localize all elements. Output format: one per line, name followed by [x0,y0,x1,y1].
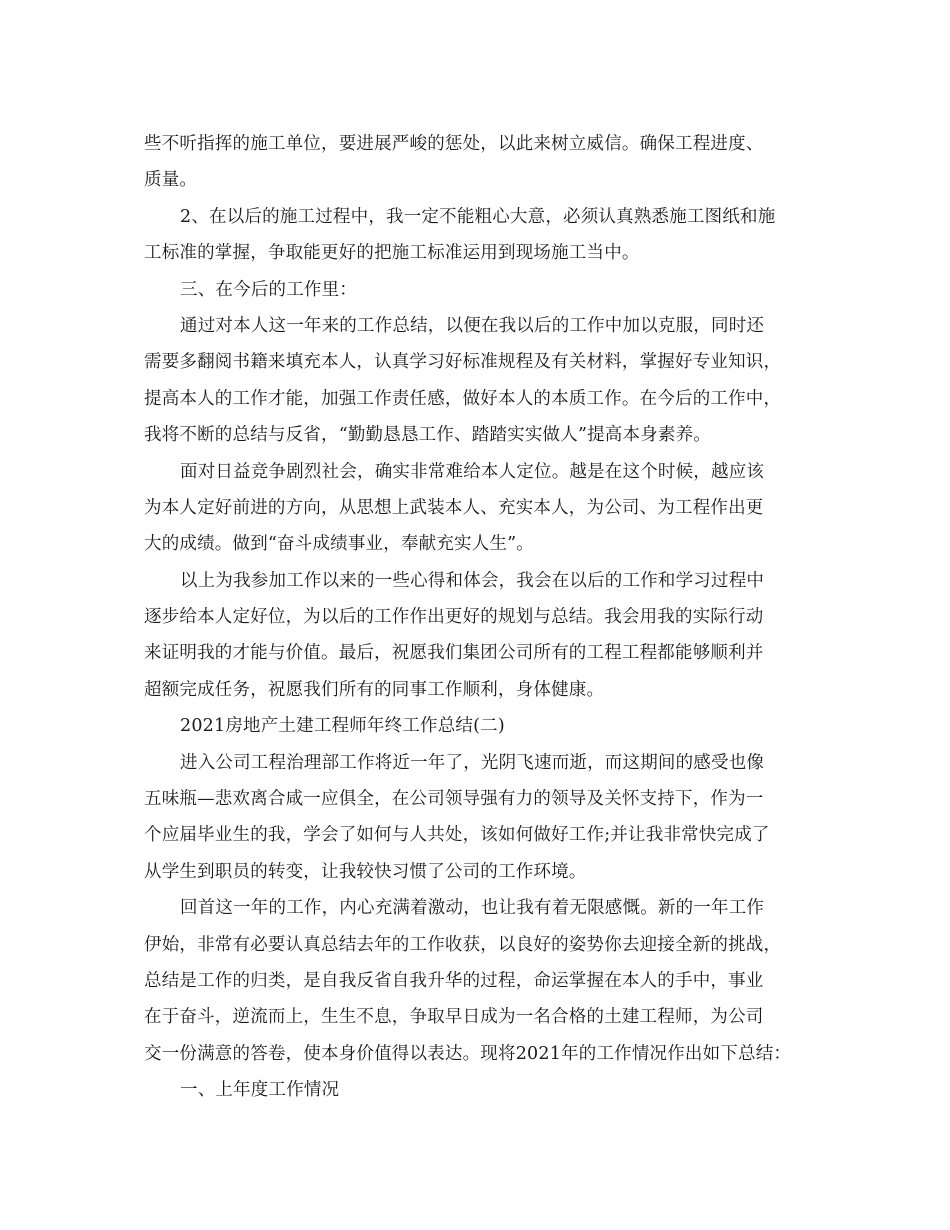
text-line: 大的成绩。做到“奋斗成绩事业，奉献充实人生”。 [144,534,534,555]
text-line: 需要多翻阅书籍来填充本人，认真学习好标准规程及有关材料，掌握好专业知识， [144,352,782,373]
text-line: 以上为我参加工作以来的一些心得和体会，我会在以后的工作和学习过程中 [180,570,765,591]
text-line: 交一份满意的答卷，使本身价值得以表达。现将2021年的工作情况作出如下总结： [144,1043,792,1064]
text-line: 三、在今后的工作里： [180,279,357,300]
text-line: 工标准的掌握，争取能更好的把施工标准运用到现场施工当中。 [144,243,640,264]
text-line: 面对日益竞争剧烈社会，确实非常难给本人定位。越是在这个时候，越应该 [180,461,765,482]
document-body [144,126,834,1109]
text-line: 提高本人的工作才能，加强工作责任感，做好本人的本质工作。在今后的工作中， [144,388,782,409]
text-line: 2021房地产土建工程师年终工作总结(二) [180,716,505,737]
text-line: 五味瓶—悲欢离合咸一应俱全，在公司领导强有力的领导及关怀支持下，作为一 [144,789,764,810]
text-line: 总结是工作的归类，是自我反省自我升华的过程，命运掌握在本人的手中，事业 [144,970,764,991]
text-line: 通过对本人这一年来的工作总结，以便在我以后的工作中加以克服，同时还 [180,315,765,336]
text-line: 为本人定好前进的方向，从思想上武装本人、充实本人，为公司、为工程作出更 [144,497,764,518]
text-line: 从学生到职员的转变，让我较快习惯了公司的工作环境。 [144,861,587,882]
text-line: 超额完成任务，祝愿我们所有的同事工作顺利，身体健康。 [144,679,605,700]
text-line: 伊始，非常有必要认真总结去年的工作收获，以良好的姿势你去迎接全新的挑战， [144,934,782,955]
text-line: 逐步给本人定好位，为以后的工作作出更好的规划与总结。我会用我的实际行动 [144,607,764,628]
text-line: 来证明我的才能与价值。最后，祝愿我们集团公司所有的工程工程都能够顺利并 [144,643,764,664]
text-line: 2、在以后的施工过程中，我一定不能粗心大意，必须认真熟悉施工图纸和施 [180,206,776,227]
text-line: 我将不断的总结与反省，“勤勤恳恳工作、踏踏实实做人”提高本身素养。 [144,425,711,446]
text-line: 回首这一年的工作，内心充满着激动，也让我有着无限感慨。新的一年工作 [180,898,765,919]
text-line: 质量。 [144,170,198,191]
text-line: 一、上年度工作情况 [180,1080,340,1101]
text-line: 些不听指挥的施工单位，要进展严峻的惩处，以此来树立威信。确保工程进度、 [144,134,764,154]
text-line: 在于奋斗，逆流而上，生生不息，争取早日成为一名合格的土建工程师，为公司 [144,1007,764,1028]
text-line: 进入公司工程治理部工作将近一年了，光阴飞速而逝，而这期间的感受也像 [180,752,765,773]
text-line: 个应届毕业生的我，学会了如何与人共处，该如何做好工作;并让我非常快完成了 [144,825,770,846]
